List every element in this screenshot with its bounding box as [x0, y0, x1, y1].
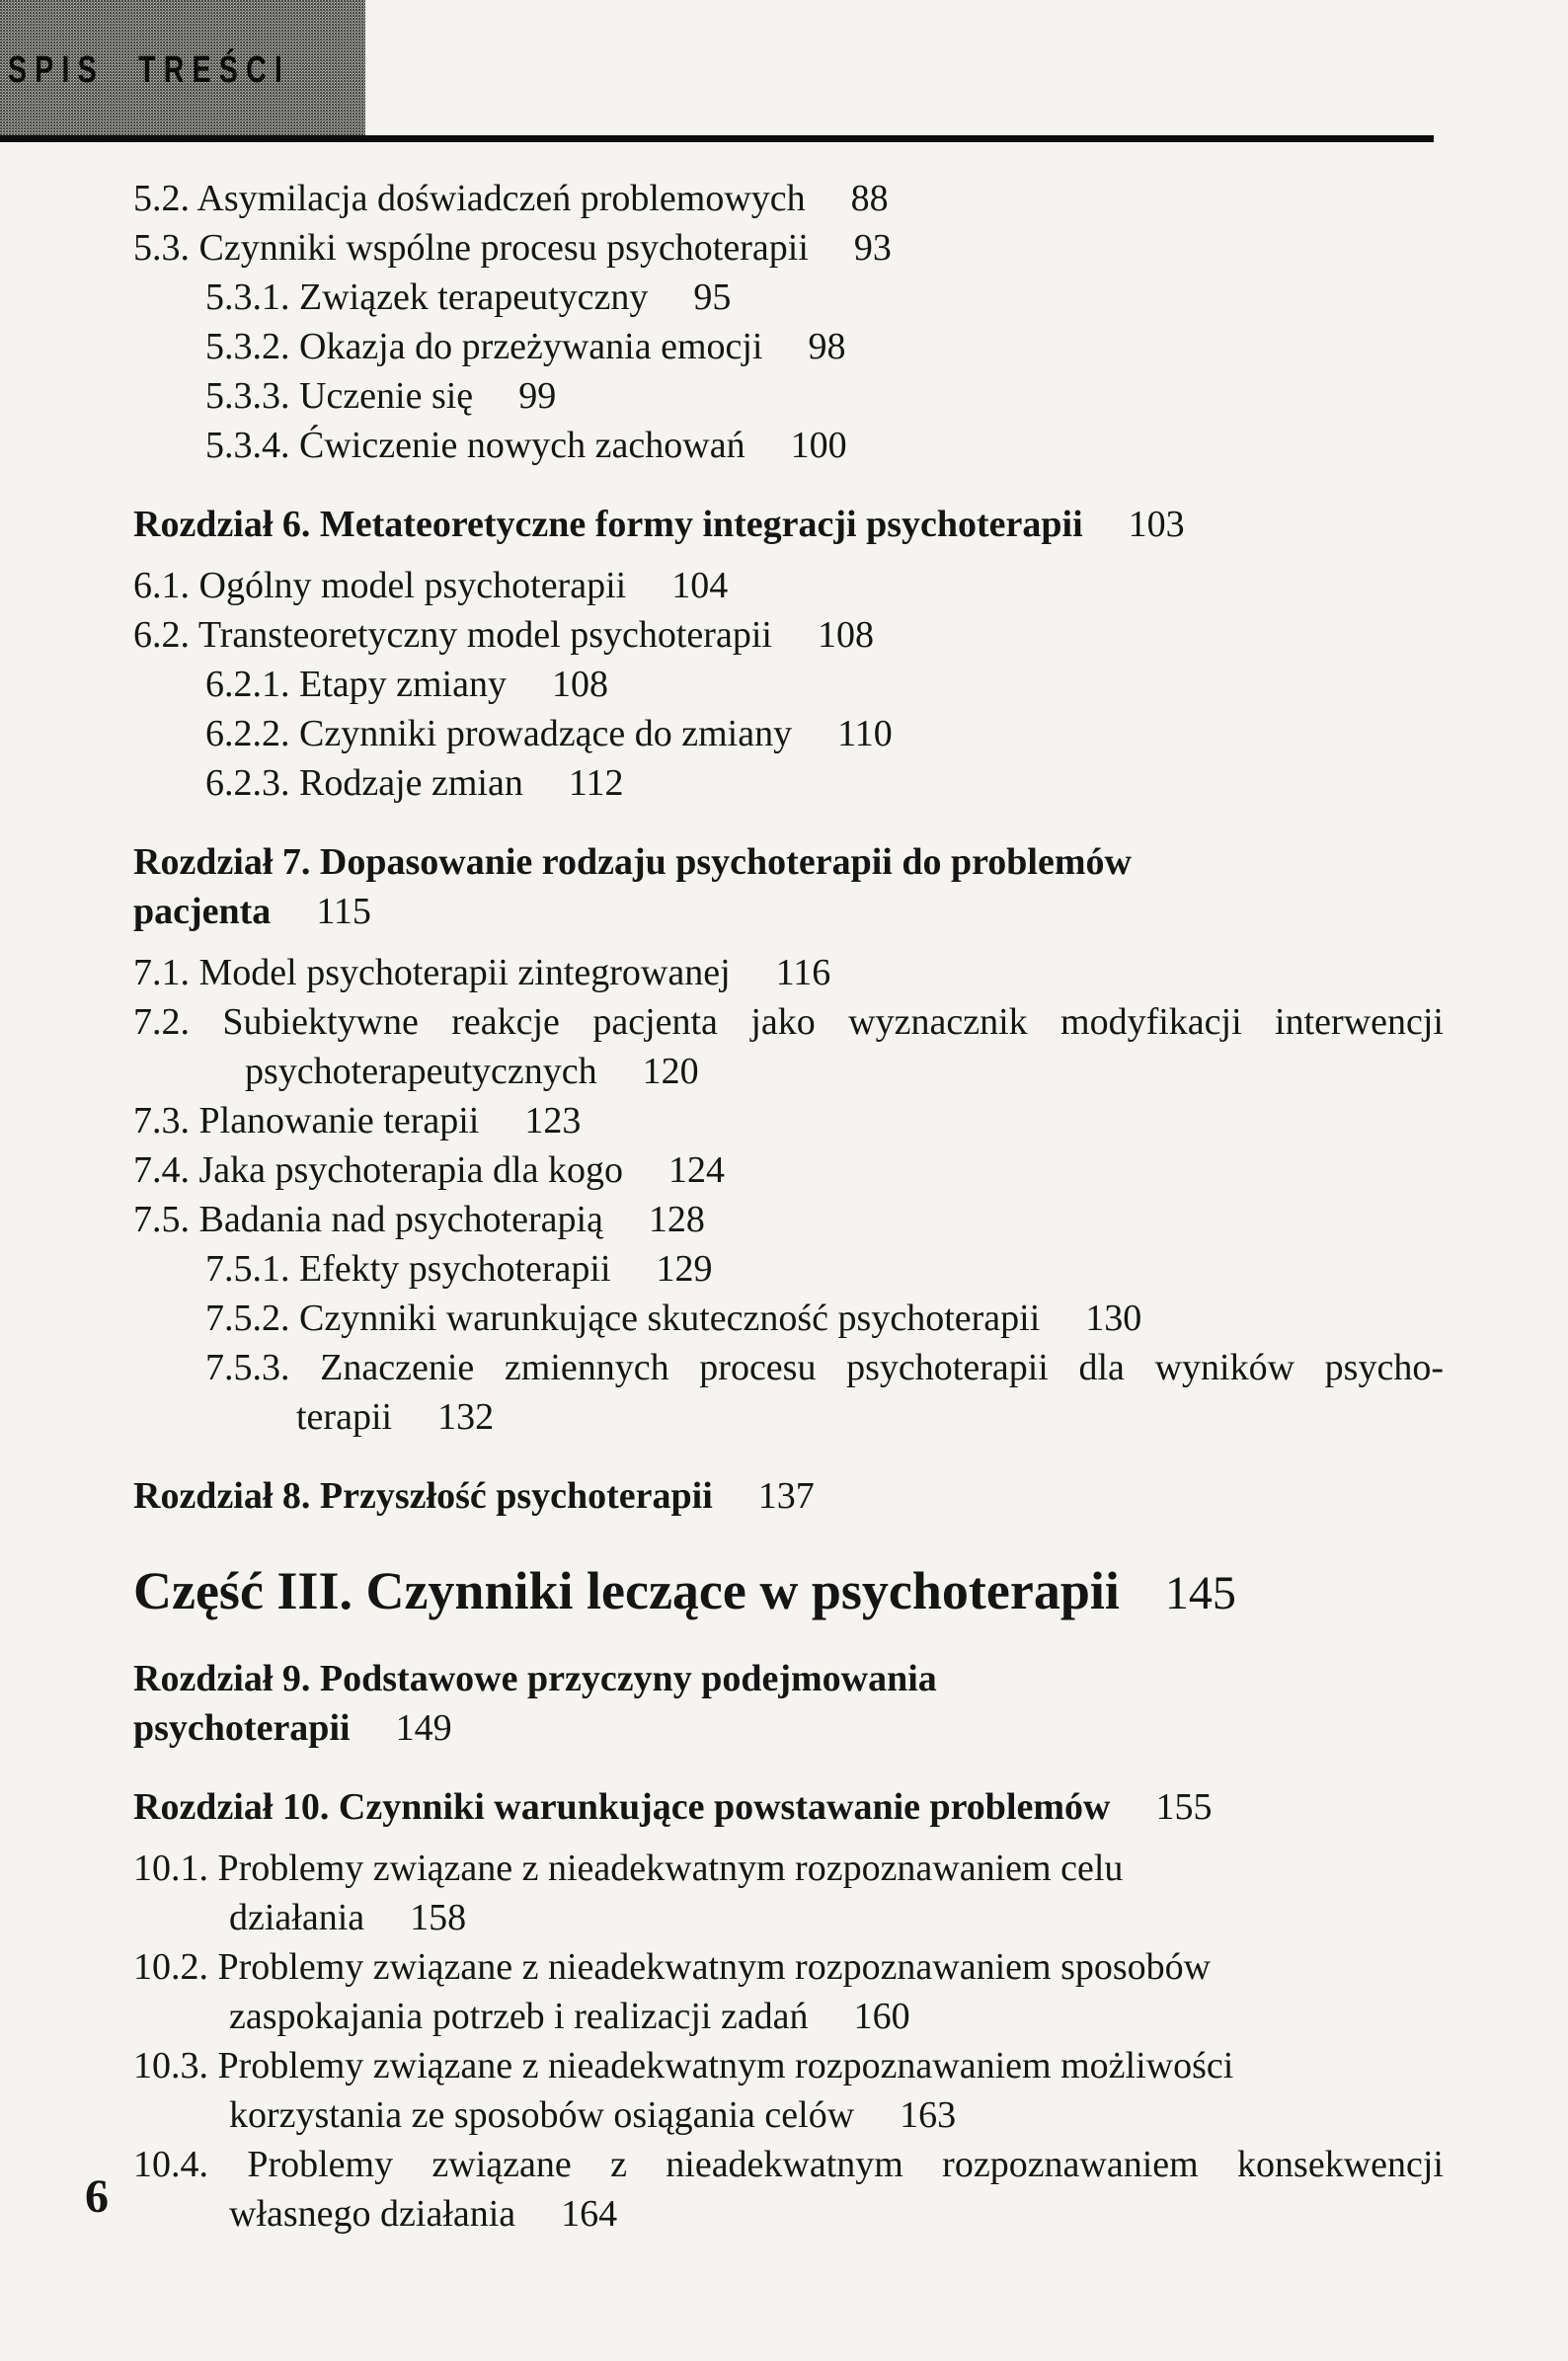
toc-line-text: 7.5.1. Efekty psychoterapii — [205, 1248, 611, 1290]
toc-entry — [133, 371, 1444, 421]
toc-entry — [133, 1145, 1444, 1195]
toc-line — [245, 1047, 1444, 1096]
toc-line — [205, 758, 1444, 808]
toc-line-text: 7.5.3. Znaczenie zmiennych procesu psychoterapii dla wyników psycho- — [205, 1347, 1444, 1388]
toc-page-number: 163 — [900, 2094, 957, 2136]
toc-page-number: 164 — [561, 2193, 618, 2235]
toc-line — [296, 1392, 1444, 1442]
toc-page-number: 112 — [568, 762, 624, 804]
toc-page-number: 88 — [850, 178, 889, 219]
toc-entry — [133, 1844, 1444, 1942]
toc-page-number: 108 — [817, 614, 874, 656]
toc-line-text: 6.2.3. Rodzaje zmian — [205, 762, 523, 804]
toc-entry — [133, 660, 1444, 709]
toc-line-text: korzystania ze sposobów osiągania celów — [229, 2094, 855, 2136]
toc-line — [205, 421, 1444, 470]
toc-line-text: Część III. Czynniki leczące w psychoterapii — [133, 1561, 1120, 1620]
toc-line — [205, 273, 1444, 322]
toc-line-text: 6.2.1. Etapy zmiany — [205, 664, 507, 705]
page-title: SPIS TREŚCI — [8, 49, 291, 91]
toc-line — [133, 1782, 1444, 1832]
toc-entry — [133, 421, 1444, 470]
toc-line-text: psychoterapii — [133, 1707, 351, 1749]
toc-line-text: 5.2. Asymilacja doświadczeń problemowych — [133, 178, 806, 219]
toc-entry — [133, 2041, 1444, 2140]
toc-line — [133, 1145, 1444, 1195]
toc-page-number: 145 — [1164, 1567, 1236, 1619]
toc-line-text: 7.3. Planowanie terapii — [133, 1100, 480, 1141]
toc-entry — [133, 223, 1444, 273]
toc-entry — [133, 1096, 1444, 1145]
toc-line — [205, 1244, 1444, 1294]
toc-line — [133, 1096, 1444, 1145]
toc-entry — [133, 1294, 1444, 1343]
header-rule — [0, 135, 1434, 142]
toc-page-number: 160 — [853, 1996, 910, 2037]
toc-page-number: 115 — [316, 891, 371, 932]
toc-page-number: 103 — [1128, 504, 1185, 545]
toc-line — [133, 948, 1444, 997]
toc-page-number: 129 — [656, 1248, 713, 1290]
toc-line-text: 7.1. Model psychoterapii zintegrowanej — [133, 952, 731, 993]
toc-line — [133, 500, 1444, 549]
toc-line — [133, 1195, 1444, 1244]
toc-line — [133, 2041, 1444, 2090]
toc-line-text: Rozdział 6. Metateoretyczne formy integracji psychoterapii — [133, 504, 1083, 545]
toc-entry — [133, 500, 1444, 549]
toc-line — [205, 1294, 1444, 1343]
toc-line-text: psychoterapeutycznych — [245, 1051, 597, 1092]
toc-line-text: Rozdział 7. Dopasowanie rodzaju psychoterapii do problemów — [133, 841, 1132, 883]
toc-page-number: 108 — [551, 664, 608, 705]
toc-line-text: Rozdział 8. Przyszłość psychoterapii — [133, 1475, 713, 1517]
toc-line-text: działania — [229, 1897, 365, 1938]
toc-page-number: 149 — [395, 1707, 452, 1749]
toc-line — [205, 322, 1444, 371]
toc-page-number: 137 — [757, 1475, 815, 1517]
toc-entry — [133, 322, 1444, 371]
toc-line-text: 6.2. Transteoretyczny model psychoterapii — [133, 614, 772, 656]
toc-page-number: 104 — [671, 565, 729, 606]
toc-line-text: 10.4. Problemy związane z nieadekwatnym rozpoznawaniem konsekwencji — [133, 2144, 1444, 2185]
toc-line — [133, 837, 1444, 887]
toc-line-text: 5.3.1. Związek terapeutyczny — [205, 276, 649, 318]
toc-entry — [133, 709, 1444, 758]
toc-page-number: 120 — [642, 1051, 699, 1092]
toc-page-number: 132 — [437, 1396, 495, 1438]
toc-line-text: 10.2. Problemy związane z nieadekwatnym rozpoznawaniem sposobów — [133, 1946, 1212, 1988]
toc-line — [229, 1893, 1444, 1942]
toc-entry — [133, 948, 1444, 997]
folio-page-number: 6 — [85, 2170, 109, 2223]
toc-entry — [133, 1343, 1444, 1442]
toc-line — [133, 2140, 1444, 2189]
toc-page-number: 93 — [853, 227, 892, 269]
toc-line — [133, 997, 1444, 1047]
toc-line — [133, 610, 1444, 660]
toc-line — [205, 371, 1444, 421]
toc-page-number: 95 — [693, 276, 732, 318]
toc-line-text: pacjenta — [133, 891, 272, 932]
toc-line — [133, 174, 1444, 223]
toc-line — [205, 709, 1444, 758]
toc-entry — [133, 174, 1444, 223]
toc-line-text: 7.5. Badania nad psychoterapią — [133, 1199, 603, 1240]
toc-line — [133, 1654, 1444, 1703]
toc-line-text: 10.1. Problemy związane z nieadekwatnym rozpoznawaniem celu — [133, 1848, 1124, 1889]
toc-page-number: 110 — [837, 713, 893, 754]
toc-line-text: 5.3.2. Okazja do przeżywania emocji — [205, 326, 763, 367]
toc-line — [133, 1560, 1444, 1624]
toc-page-number: 123 — [524, 1100, 582, 1141]
toc-entry — [133, 1942, 1444, 2041]
toc-page-number: 158 — [410, 1897, 467, 1938]
toc-entry — [133, 1782, 1444, 1832]
toc-line — [133, 887, 1444, 936]
toc-entry — [133, 610, 1444, 660]
toc-line-text: 7.2. Subiektywne reakcje pacjenta jako wyznacznik modyfikacji interwencji — [133, 1001, 1444, 1043]
toc-line-text: 5.3.3. Uczenie się — [205, 375, 474, 417]
toc-line — [205, 660, 1444, 709]
toc — [0, 142, 1568, 2239]
toc-line-text: 10.3. Problemy związane z nieadekwatnym rozpoznawaniem możliwości — [133, 2045, 1234, 2086]
toc-line-text: 6.2.2. Czynniki prowadzące do zmiany — [205, 713, 793, 754]
toc-line-text: Rozdział 10. Czynniki warunkujące powstawanie problemów — [133, 1786, 1111, 1828]
toc-line — [133, 1471, 1444, 1521]
toc-line-text: Rozdział 9. Podstawowe przyczyny podejmowania — [133, 1658, 937, 1699]
toc-entry — [133, 1195, 1444, 1244]
toc-page-number: 98 — [808, 326, 846, 367]
toc-line — [133, 1942, 1444, 1992]
toc-line — [133, 1844, 1444, 1893]
toc-page-number: 116 — [775, 952, 831, 993]
toc-entry — [133, 1244, 1444, 1294]
toc-entry — [133, 1471, 1444, 1521]
toc-line — [229, 2090, 1444, 2140]
toc-line-text: 5.3. Czynniki wspólne procesu psychoterapii — [133, 227, 809, 269]
toc-line-text: terapii — [296, 1396, 393, 1438]
toc-line — [205, 1343, 1444, 1392]
toc-entry — [133, 2140, 1444, 2239]
toc-line — [133, 223, 1444, 273]
toc-line-text: 7.4. Jaka psychoterapia dla kogo — [133, 1149, 623, 1191]
toc-line — [229, 1992, 1444, 2041]
toc-line-text: zaspokajania potrzeb i realizacji zadań — [229, 1996, 809, 2037]
toc-line-text: własnego działania — [229, 2193, 516, 2235]
toc-page-number: 100 — [790, 425, 847, 466]
toc-entry — [133, 273, 1444, 322]
toc-entry — [133, 837, 1444, 936]
toc-entry — [133, 1560, 1444, 1624]
toc-line — [229, 2189, 1444, 2239]
header-band — [0, 0, 365, 135]
toc-entry — [133, 561, 1444, 610]
toc-page-number: 99 — [518, 375, 557, 417]
toc-line-text: 7.5.2. Czynniki warunkujące skuteczność psychoterapii — [205, 1298, 1041, 1339]
toc-page-number: 130 — [1085, 1298, 1142, 1339]
toc-page-number: 155 — [1155, 1786, 1213, 1828]
toc-entry — [133, 997, 1444, 1096]
toc-line — [133, 1703, 1444, 1753]
toc-entry — [133, 758, 1444, 808]
toc-entry — [133, 1654, 1444, 1753]
toc-page-number: 124 — [667, 1149, 725, 1191]
toc-page-number: 128 — [648, 1199, 705, 1240]
toc-line-text: 6.1. Ogólny model psychoterapii — [133, 565, 627, 606]
toc-line — [133, 561, 1444, 610]
toc-line-text: 5.3.4. Ćwiczenie nowych zachowań — [205, 425, 745, 466]
